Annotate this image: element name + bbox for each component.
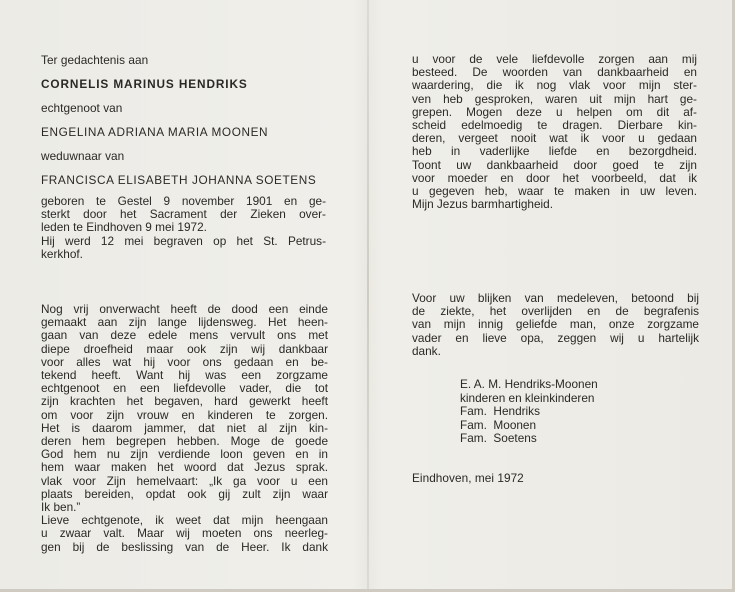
text-line: u gegeven heb, waar te maken in uw leven. [412,184,697,199]
place-date: Eindhoven, mei 1972 [412,471,524,485]
text-line: gaan van deze edele mens vervult ons met [41,328,328,343]
text-line: Voor uw blijken van medeleven, betoond bij [412,291,699,305]
text-line: Nog vrij onverwacht heeft de dood een einde [41,302,328,316]
text-line: van mijn innig geliefde man, onze zorgzame [412,317,699,332]
text-line: besteed. De woorden van dankbaarheid en [412,65,697,80]
text-line: scheid edelmoedig te dragen. Dierbare kin- [412,118,697,133]
text-line: diepe droefheid maar ook zijn wij dankbaar [41,341,328,356]
family-line: E. A. M. Hendriks-Moonen [460,377,598,391]
text-line: gemaakt aan zijn lange lijdensweg. Het heen- [41,315,328,330]
center-fold [367,0,369,592]
family-line: Fam. Hendriks [460,404,540,419]
text-line: gen bij de beslissing van de Heer. Ik dank [41,539,328,554]
text-line: voor moeder en door het voorbeeld, dat ik [412,170,697,185]
text-line: plaats bereiden, opdat ook gij zult zijn waar [41,486,328,501]
spouse-label: echtgenoot van [41,101,123,115]
text-line: waardering, die ik nog vlak voor mijn ster- [412,78,697,93]
first-spouse-name: FRANCISCA ELISABETH JOHANNA SOETENS [41,173,317,187]
family-signature [460,378,598,446]
text-line: om voor zijn vrouw en kinderen te zorgen. [41,407,328,422]
biography-line: sterkt door het Sacrament der Zieken over- [41,207,326,222]
text-line: u zwaar valt. Maar wij moeten ons neerleg- [41,526,328,541]
family-line: Fam. Moonen [460,417,537,432]
text-line: grepen. Mogen deze u helpen om dit af- [412,104,697,119]
text-line: vader en lieve opa, zeggen wij u hartelijk [412,330,699,345]
deceased-name: CORNELIS MARINUS HENDRIKS [41,77,248,91]
text-line: deren hem begrepen hebben. Moge de goede [41,434,328,449]
text-line: echtgenoot en een liefdevolle vader, die tot [41,381,328,396]
text-line: Toont uw dankbaarheid door goed te zijn [412,157,697,172]
text-line: deren, vergeet nooit wat ik voor u gedaan [412,131,697,146]
text-line: hem waar maken het woord dat Jezus sprak. [41,460,328,475]
biography-line: leden te Eindhoven 9 mei 1972. [41,220,207,235]
biography-line: Hij werd 12 mei begraven op het St. Petrus- [41,233,326,248]
text-line: dank. [412,343,441,358]
text-line: God hem nu zijn verdiende loon geven en in [41,447,328,462]
biography-line: geboren te Gestel 9 november 1901 en ge- [41,194,326,208]
text-line: Het is daarom jammer, dat niet al zijn kin- [41,420,328,435]
memorial-heading: Ter gedachtenis aan [41,53,149,67]
text-line: Ik ben.” [41,500,81,515]
text-line: Lieve echtgenote, ik weet dat mijn heengaan [41,513,328,528]
family-line: kinderen en kleinkinderen [460,390,595,405]
farewell-text-left [41,303,328,554]
biography [41,195,326,261]
farewell-text-right [412,53,697,211]
text-line: voor alles wat hij voor ons gedaan en be- [41,354,328,369]
text-line: u voor de vele liefdevolle zorgen aan mij [412,52,697,66]
text-line: tekend heeft. Want hij was een zorgzame [41,368,328,383]
text-line: ven heb gesproken, waren uit mijn hart ge- [412,91,697,106]
text-line: de ziekte, het overlijden en de begrafenis [412,304,699,319]
widower-label: weduwnaar van [41,149,125,163]
spouse-name: ENGELINA ADRIANA MARIA MOONEN [41,125,269,139]
text-line: heb in vaderlijke liefde en bezorgdheid. [412,144,697,159]
text-line: vlak voor Zijn hemelvaart: „Ik ga voor u een [41,473,328,488]
family-line: Fam. Soetens [460,431,537,446]
biography-line: kerkhof. [41,246,83,261]
thanks-text [412,292,699,358]
text-line: zijn krachten het begaven, hard gewerkt heeft [41,394,328,409]
text-line: Mijn Jezus barmhartigheid. [412,197,553,212]
